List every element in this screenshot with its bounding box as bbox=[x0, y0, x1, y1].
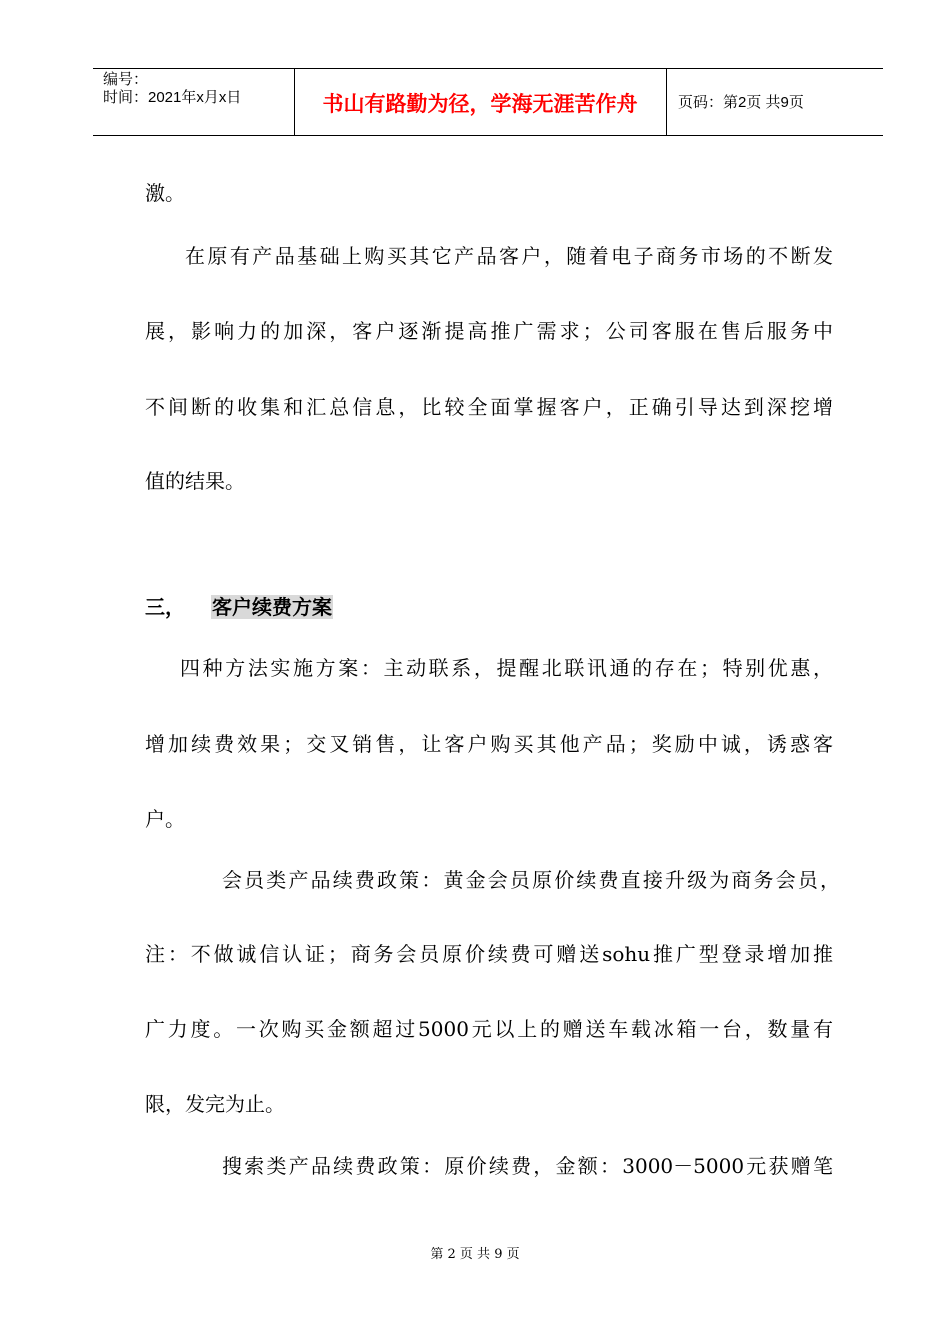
paragraph-line: 四种方法实施方案：主动联系，提醒北联讯通的存在；特别优惠， bbox=[180, 656, 833, 680]
header-divider bbox=[666, 69, 667, 135]
paragraph-line: 户。 bbox=[145, 807, 185, 831]
paragraph-line: 增加续费效果；交叉销售，让客户购买其他产品；奖励中诚，诱惑客 bbox=[145, 732, 833, 756]
header-time-label: 时间：2021年x月x日 bbox=[103, 89, 242, 106]
header-meta bbox=[103, 71, 241, 107]
section-title: 客户续费方案 bbox=[212, 595, 332, 619]
section-heading bbox=[145, 594, 333, 620]
section-number: 三， bbox=[145, 595, 185, 619]
page-footer: 第 2 页 共 9 页 bbox=[430, 1247, 520, 1262]
paragraph-line: 值的结果。 bbox=[145, 469, 245, 493]
paragraph-line: 注：不做诚信认证；商务会员原价续费可赠送sohu推广型登录增加推 bbox=[145, 942, 833, 966]
header-motto: 书山有路勤为径，学海无涯苦作舟 bbox=[322, 92, 638, 116]
document-header bbox=[93, 68, 883, 136]
paragraph-line: 不间断的收集和汇总信息，比较全面掌握客户，正确引导达到深挖增 bbox=[145, 395, 833, 419]
paragraph-line: 搜索类产品续费政策：原价续费，金额：3000－5000元获赠笔 bbox=[222, 1154, 833, 1178]
paragraph-line: 在原有产品基础上购买其它产品客户，随着电子商务市场的不断发 bbox=[185, 244, 833, 268]
paragraph-line: 展，影响力的加深，客户逐渐提高推广需求；公司客服在售后服务中 bbox=[145, 319, 833, 343]
header-number-label: 编号： bbox=[103, 71, 149, 88]
paragraph-line: 广力度。一次购买金额超过5000元以上的赠送车载冰箱一台，数量有 bbox=[145, 1017, 833, 1041]
paragraph-line: 限，发完为止。 bbox=[145, 1092, 285, 1116]
paragraph-line: 激。 bbox=[145, 181, 185, 205]
header-page-label: 页码：第2页 共9页 bbox=[678, 94, 804, 111]
paragraph-line: 会员类产品续费政策：黄金会员原价续费直接升级为商务会员， bbox=[222, 868, 840, 892]
